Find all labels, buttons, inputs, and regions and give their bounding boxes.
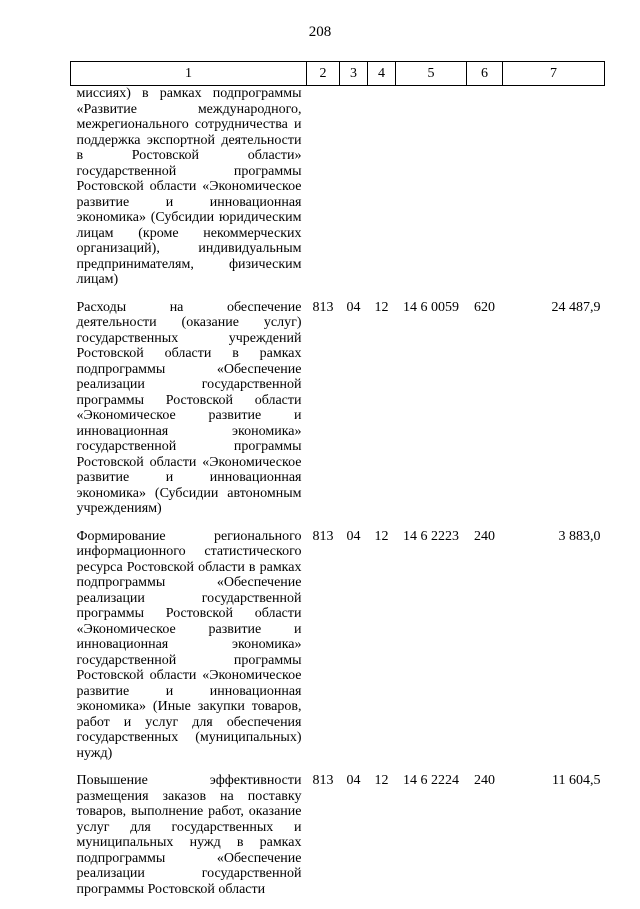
- row-description: миссиях) в рамках подпрограммы «Развитие международного, межрегионального сотрудничества и поддержка экспортной деятельности в Ростовской области» государственной программы Ростовской области «Экономическое развитие и инновационная экономика» (Субсидии юридическим лицам (кроме некоммерческих организаций), индивидуальным предпринимателям, физическим лицам): [71, 86, 307, 300]
- header-row: [71, 62, 605, 86]
- header-col-1: 1: [71, 62, 307, 86]
- row-amount: 3 883,0: [503, 529, 605, 774]
- header-col-6: 6: [467, 62, 503, 86]
- row-description: Повышение эффективности размещения заказов на поставку товаров, выполнение работ, оказание услуг для государственных и муниципальных нужд в рамках подпрограммы «Обеспечение реализации государственной программы Ростовской области: [71, 773, 307, 909]
- header-col-3: 3: [340, 62, 368, 86]
- row-amount: 11 604,5: [503, 773, 605, 909]
- table-header: [71, 62, 605, 86]
- row-code-section: [340, 86, 368, 300]
- row-code-section: 04: [340, 773, 368, 909]
- row-code-expense-type: 240: [467, 773, 503, 909]
- row-code-subsection: [368, 86, 396, 300]
- row-code-target: 14 6 2224: [396, 773, 467, 909]
- row-code-ministry: 813: [307, 529, 340, 774]
- row-code-target: [396, 86, 467, 300]
- row-description: Формирование регионального информационного статистического ресурса Ростовской области в рамках подпрограммы «Обеспечение реализации государственной программы Ростовской области «Экономическое развитие и инновационная экономика» государственной программы Ростовской области «Экономическое развитие и инновационная экономика» (Иные закупки товаров, работ и услуг для обеспечения государственных (муниципальных) нужд): [71, 529, 307, 774]
- budget-table: [70, 61, 605, 909]
- table-row: [71, 529, 605, 774]
- row-code-section: 04: [340, 529, 368, 774]
- table-row: [71, 300, 605, 529]
- table-body: [71, 86, 605, 909]
- row-code-expense-type: 240: [467, 529, 503, 774]
- table-row: [71, 773, 605, 909]
- row-description: Расходы на обеспечение деятельности (оказание услуг) государственных учреждений Ростовской области в рамках подпрограммы «Обеспечение реализации государственной программы Ростовской области «Экономическое развитие и инновационная экономика» государственной программы Ростовской области «Экономическое развитие и инновационная экономика» (Субсидии автономным учреждениям): [71, 300, 307, 529]
- row-amount: [503, 86, 605, 300]
- header-col-4: 4: [368, 62, 396, 86]
- page-number: 208: [0, 24, 640, 41]
- row-code-ministry: 813: [307, 300, 340, 529]
- header-col-5: 5: [396, 62, 467, 86]
- row-amount: 24 487,9: [503, 300, 605, 529]
- row-code-expense-type: 620: [467, 300, 503, 529]
- header-col-7: 7: [503, 62, 605, 86]
- row-code-subsection: 12: [368, 773, 396, 909]
- row-code-subsection: 12: [368, 300, 396, 529]
- header-col-2: 2: [307, 62, 340, 86]
- row-code-target: 14 6 2223: [396, 529, 467, 774]
- table-row: [71, 86, 605, 300]
- row-code-target: 14 6 0059: [396, 300, 467, 529]
- row-code-ministry: [307, 86, 340, 300]
- row-code-expense-type: [467, 86, 503, 300]
- row-code-ministry: 813: [307, 773, 340, 909]
- row-code-subsection: 12: [368, 529, 396, 774]
- row-code-section: 04: [340, 300, 368, 529]
